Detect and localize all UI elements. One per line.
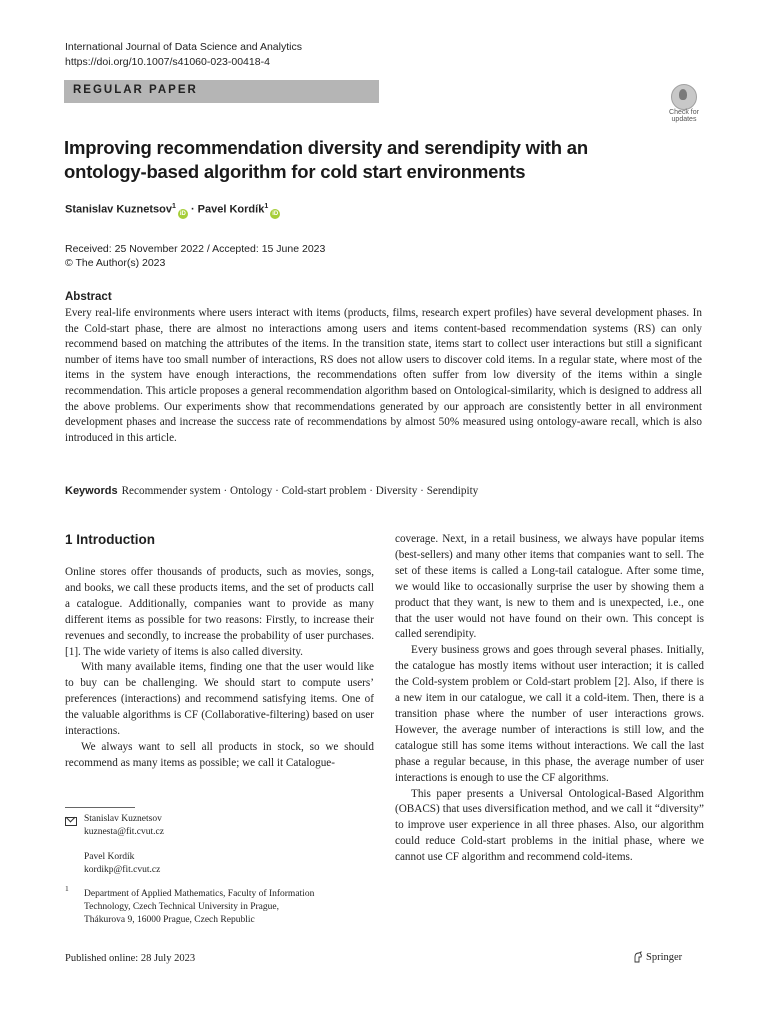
check-updates-icon — [671, 84, 697, 110]
keywords-line — [65, 485, 478, 497]
affiliation-number: 1 — [65, 884, 69, 893]
keywords-label: Keywords — [65, 485, 118, 497]
envelope-icon — [65, 817, 77, 826]
check-badge-line2: updates — [671, 116, 697, 123]
contact-block-1 — [84, 813, 164, 839]
copyright-notice: © The Author(s) 2023 — [65, 257, 166, 269]
contact-email[interactable]: kuznesta@fit.cvut.cz — [84, 827, 164, 837]
journal-name: International Journal of Data Science and Analytics — [65, 41, 302, 53]
doi-link[interactable]: https://doi.org/10.1007/s41060-023-00418-4 — [65, 56, 270, 68]
contact-name: Pavel Kordík — [84, 852, 135, 862]
orcid-icon[interactable]: iD — [272, 210, 279, 217]
author-affil-sup: 1 — [171, 203, 176, 210]
check-for-updates-badge[interactable] — [664, 84, 704, 124]
author-name[interactable]: Stanislav Kuznetsov — [65, 203, 172, 216]
dates-block — [65, 242, 325, 270]
keywords-text: Recommender system · Ontology · Cold-start problem · Diversity · Serendipity — [121, 485, 479, 497]
affiliation-line: Technology, Czech Technical University in Prague, — [84, 902, 279, 912]
contact-email[interactable]: kordikp@fit.cvut.cz — [84, 865, 161, 875]
paper-type-banner — [64, 80, 379, 103]
author-separator: · — [187, 203, 198, 216]
orcid-icon[interactable]: iD — [179, 210, 186, 217]
paper-title: Improving recommendation diversity and serendipity with an ontology-based algorithm for cold start environments — [64, 137, 588, 182]
abstract-text: Every real-life environments where users interact with items (products, films, research expert profiles) have several development phases. In the Cold-start phase, there are almost no interactions among users and items content-based recommendation systems (RS) can only recommend based on matching the attributes of the items. In the transition state, items start to collect user interactions but still a significant number of items have too small number of interactions, RS does not allow users to discover cold items. In a regular state, where most of the items in the system have enough interactions, the recommendations often suffer from low diversity of the items within a single recommendation. This article proposes a general recommendation algorithm based on Ontological-similarity, which is designed to address all the above problems. Our experiments show that recommendations generated by our approach are consistently better in all environment development phases and increase the success rate of recommendations by almost 50% measured using ontology-aware recall, which is also introduced in this article. — [65, 307, 702, 444]
contact-block-2 — [84, 851, 160, 877]
check-badge-line1: Check for — [669, 109, 699, 116]
springer-horse-icon — [632, 951, 644, 963]
received-accepted-dates: Received: 25 November 2022 / Accepted: 15 June 2023 — [65, 243, 326, 255]
affiliation-line: Department of Applied Mathematics, Faculty of Information — [84, 889, 315, 899]
abstract-heading: Abstract — [65, 291, 112, 303]
affiliation-block — [84, 888, 314, 927]
paragraph: We always want to sell all products in stock, so we should recommend as many items as possible; we call it Catalogue- — [65, 740, 374, 769]
intro-right-column — [395, 532, 704, 866]
paper-type-label: REGULAR PAPER — [73, 84, 198, 96]
author-name[interactable]: Pavel Kordík — [197, 203, 265, 216]
published-date: Published online: 28 July 2023 — [65, 953, 196, 964]
paragraph: This paper presents a Universal Ontological-Based Algorithm (OBACS) that uses diversification method, and we call it “diversity” to improve user experience in all three phases. Also, our algorithm could reduce Cold-start problems in the initial phase, where we cannot use CF algorithm and recommend cold-items. — [395, 787, 704, 864]
intro-left-column — [65, 565, 374, 772]
publisher-logo-text: Springer — [646, 952, 683, 963]
paragraph: With many available items, finding one that the user would like to buy can be challenging. We should start to compute users’ preferences (interactions) and recommend satisfying items. One of the valuable algorithms is CF (Collaborative-filtering) based on user interactions. — [65, 661, 374, 738]
author-list — [65, 203, 280, 219]
contact-name: Stanislav Kuznetsov — [84, 814, 162, 824]
section-heading: 1 Introduction — [65, 532, 155, 547]
author-affil-sup: 1 — [264, 203, 269, 210]
paragraph: Online stores offer thousands of products, such as movies, songs, and books, we call these products items, and the set of products call a catalogue. Additionally, companies want to provide as many different items as possible for two reasons: Firstly, to increase their revenues and secondly, to increase the probability of user purchases. [1]. The wide variety of items is also called diversity. — [65, 566, 374, 658]
journal-header — [65, 40, 302, 70]
footnote-rule — [65, 807, 135, 808]
paragraph: coverage. Next, in a retail business, we always have popular items (best-sellers) and many other items that companies want to sell. The set of these items is called a Long-tail catalogue. After some time, we would like to occasionally surprise the user by showing them a product that they want, is new to them and is unexpected, i.e., one that the user would not have found on their own. This concept is called serendipity. — [395, 533, 704, 641]
paragraph: Every business grows and goes through several phases. Initially, the catalogue has mostly items without user interaction; it is called the Cold-system problem or Cold-start problem [2]. Also, if there is a new item in our catalogue, we call it a cold-item. Then, there is a transition phase where the number of user interactions grows. However, the average number of interactions is still low, and the catalogue still has some items without interactions. We call the last phase a regular because, in this phase, the average number of user interactions is enough to use the CF algorithms. — [395, 644, 704, 784]
affiliation-line: Thákurova 9, 16000 Prague, Czech Republic — [84, 915, 255, 925]
